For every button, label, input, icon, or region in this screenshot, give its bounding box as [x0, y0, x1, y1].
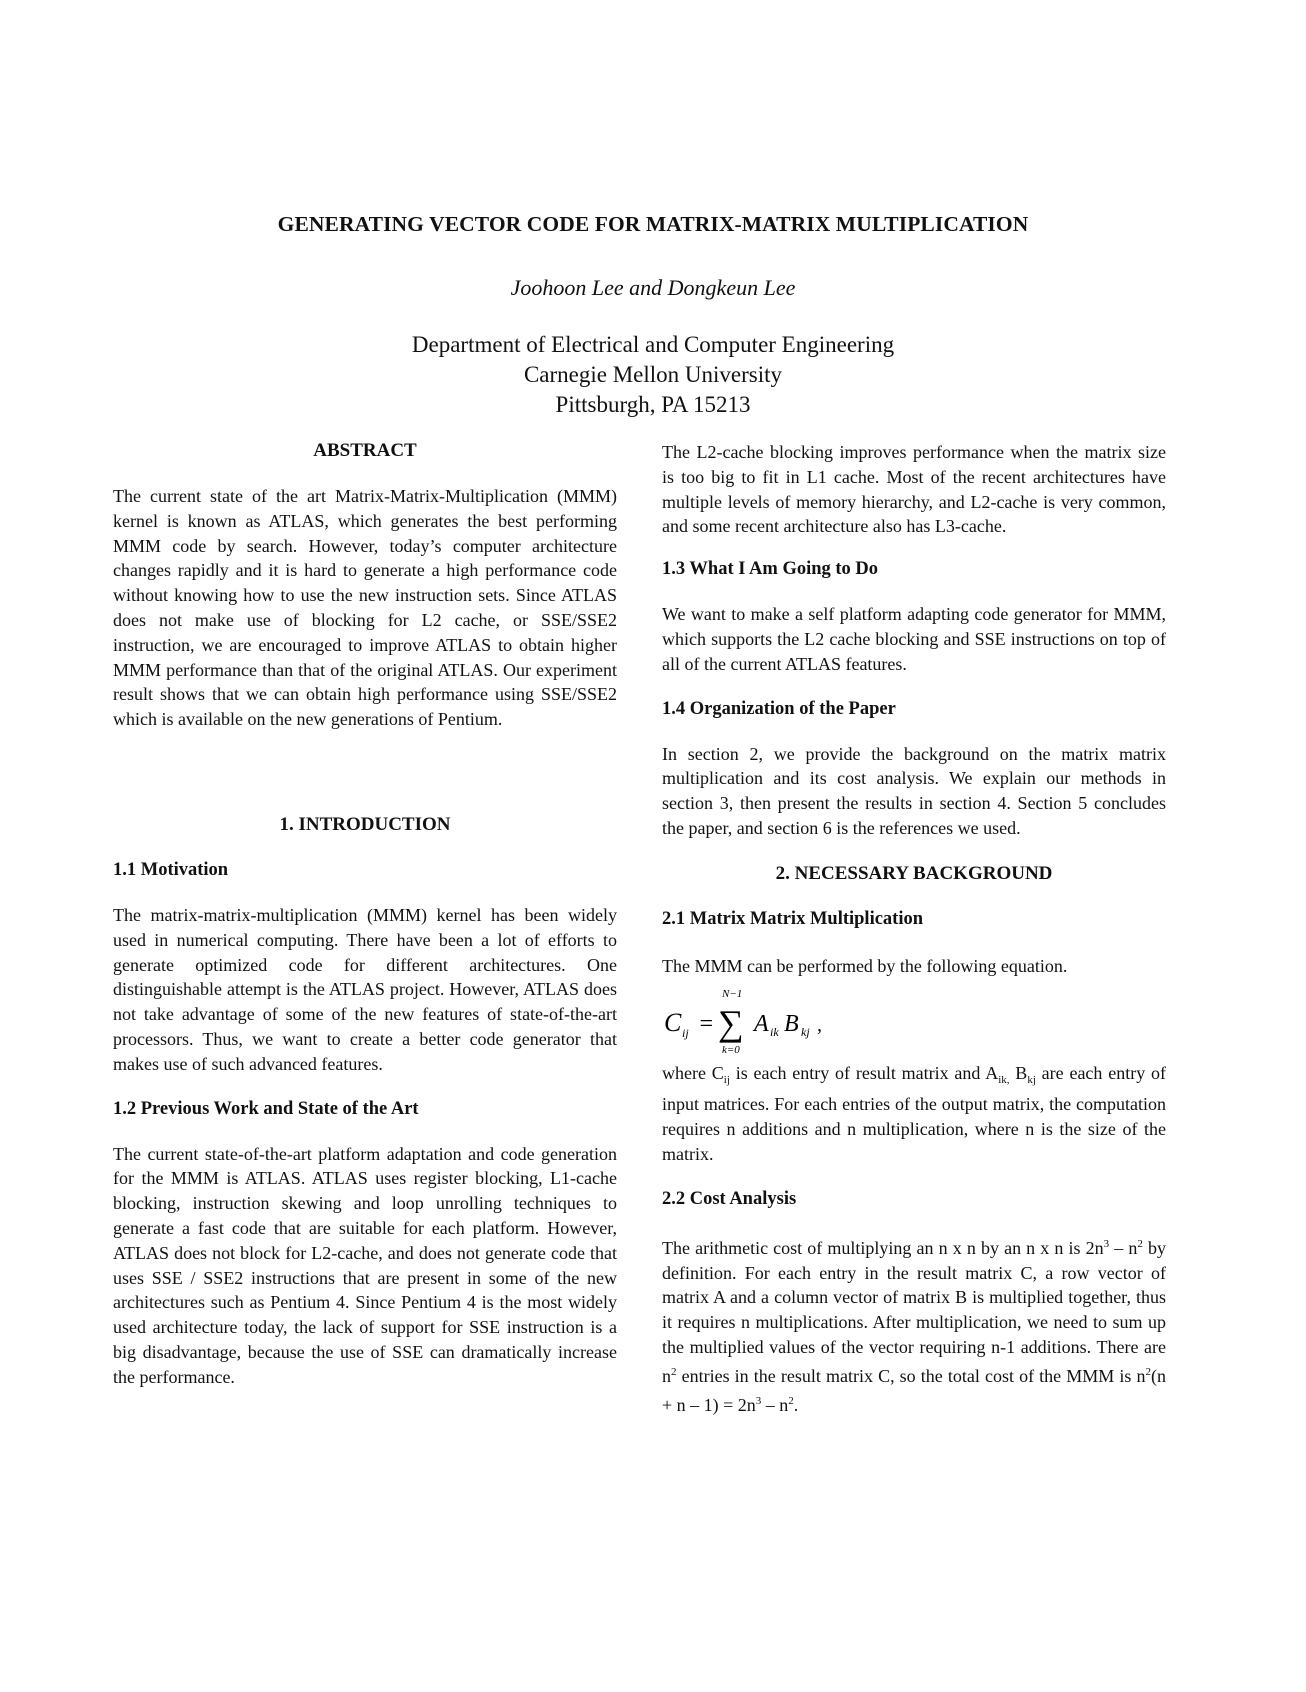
right-column [662, 440, 1166, 1417]
section-1-1-heading: 1.1 Motivation [113, 859, 229, 880]
section-1-4-heading: 1.4 Organization of the Paper [662, 698, 896, 719]
where-part-4: are each entry of input matrices. For each entries of the output matrix, the computation requires n additions and n multiplication, where n is the size of the matrix. [662, 1062, 1166, 1164]
cost-sup-1: 3 [1103, 1237, 1110, 1250]
left-column [113, 440, 617, 1390]
eq-sigma: ∑ [718, 1002, 744, 1043]
section-1-4-text: In section 2, we provide the background on the matrix matrix multiplication and its cost analysis. We explain our methods in section 3, then present the results in section 4. Section 5 concludes the paper, and section 6 is the references we used. [662, 743, 1166, 838]
eq-b-sub: kj [801, 1024, 810, 1039]
cost-part-5: (n + n – 1) = 2n [662, 1365, 1166, 1415]
eq-comma: , [817, 1013, 822, 1036]
section-2-2-text [662, 1232, 1166, 1418]
introduction-heading: 1. INTRODUCTION [279, 813, 451, 835]
section-1-3-heading: 1.3 What I Am Going to Do [662, 559, 879, 580]
cost-sup-6: 2 [788, 1394, 794, 1407]
cost-part-1: The arithmetic cost of multiplying an n x n by an n x n is 2n [662, 1237, 1104, 1258]
section-2-1-where [662, 1061, 1166, 1167]
paper-authors: Joohoon Lee and Dongkeun Lee [510, 275, 796, 300]
cost-part-4: entries in the result matrix C, so the total cost of the MMM is n [676, 1365, 1146, 1386]
cost-sup-4: 2 [1145, 1365, 1151, 1378]
cost-part-3: by definition. For each entry in the result matrix C, a row vector of matrix A and a column vector of matrix B is multiplied together, thus it requires n multiplications. After multiplication, we need to sum up the multiplied values of the vector requiring n-1 additions. There are n [662, 1237, 1167, 1386]
where-part-3: B [1009, 1062, 1028, 1083]
section-2-1-intro: The MMM can be performed by the following equation. [662, 955, 1068, 976]
section-2-1-heading: 2.1 Matrix Matrix Multiplication [662, 908, 924, 929]
mmm-equation [662, 985, 1166, 1057]
section-1-2-heading: 1.2 Previous Work and State of the Art [113, 1098, 419, 1119]
section-1-2-text: The current state-of-the-art platform adaptation and code generation for the MMM is ATLAS. ATLAS uses register blocking, L1-cache blocking, instruction skewing and loop unrolling techniques to generate a fast code that are suitable for each platform. However, ATLAS does not block for L2-cache, and does not generate code that uses SSE / SSE2 instructions that are present in some of the new architectures such as Pentium 4. Since Pentium 4 is the most widely used architecture today, the lack of support for SSE instruction is a big disadvantage, because the use of SSE can dramatically increase the performance. [113, 1143, 617, 1387]
background-heading: 2. NECESSARY BACKGROUND [775, 862, 1053, 884]
affiliation-location: Pittsburgh, PA 15213 [555, 392, 751, 417]
cost-sup-3: 2 [671, 1365, 677, 1378]
where-part-2: is each entry of result matrix and A [729, 1062, 999, 1083]
eq-lhs: C [664, 1007, 682, 1037]
cost-part-2: – n [1109, 1237, 1138, 1258]
where-part-1: where C [662, 1062, 724, 1083]
affiliation [0, 330, 1306, 420]
mmm-equation-graphic [662, 985, 882, 1057]
eq-lower-limit: k=0 [722, 1043, 740, 1056]
cost-sup-5: 3 [755, 1394, 762, 1407]
where-sub-3: kj [1027, 1073, 1036, 1086]
cost-sup-2: 2 [1137, 1237, 1143, 1250]
cost-part-7: . [793, 1394, 799, 1415]
paper-title: GENERATING VECTOR CODE FOR MATRIX-MATRIX MULTIPLICATION [277, 212, 1029, 236]
affiliation-university: Carnegie Mellon University [523, 362, 783, 387]
eq-equals: = [698, 1010, 715, 1037]
where-sub-2: ik, [998, 1073, 1010, 1086]
where-sub-1: ij [723, 1073, 730, 1086]
section-1-2-continued: The L2-cache blocking improves performance when the matrix size is too big to fit in L1 cache. Most of the recent architectures have multiple levels of memory hierarchy, and L2-cache is very common, and some recent architecture also has L3-cache. [662, 442, 1166, 537]
section-1-1-text: The matrix-matrix-multiplication (MMM) kernel has been widely used in numerical computing. There have been a lot of efforts to generate optimized code for different architectures. One distinguishable attempt is the ATLAS project. However, ATLAS does not take advantage of some of the new features of state-of-the-art processors. Thus, we want to create a better code generator that makes use of such advanced features. [113, 904, 617, 1074]
abstract-heading: ABSTRACT [313, 440, 417, 461]
section-2-2-heading: 2.2 Cost Analysis [662, 1188, 797, 1209]
eq-lhs-sub: ij [682, 1025, 689, 1040]
abstract-text: The current state of the art Matrix-Matrix-Multiplication (MMM) kernel is known as ATLAS, which generates the best performing MMM code by search. However, today’s computer architecture changes rapidly and it is hard to generate a high performance code without knowing how to use the new instruction sets. Since ATLAS does not make use of blocking for L2 cache, or SSE/SSE2 instruction, we are encouraged to improve ATLAS to obtain higher MMM performance than that of the original ATLAS. Our experiment result shows that we can obtain high performance using SSE/SSE2 which is available on the new generations of Pentium. [113, 486, 617, 730]
eq-upper-limit: N−1 [722, 987, 743, 1000]
cost-part-6: – n [761, 1394, 789, 1415]
eq-a-sub: ik [770, 1024, 779, 1039]
section-1-3-text: We want to make a self platform adapting code generator for MMM, which supports the L2 cache blocking and SSE instructions on top of all of the current ATLAS features. [662, 604, 1166, 674]
eq-b: B [784, 1010, 799, 1037]
affiliation-department: Department of Electrical and Computer Engineering [411, 332, 895, 357]
eq-a: A [754, 1010, 769, 1037]
